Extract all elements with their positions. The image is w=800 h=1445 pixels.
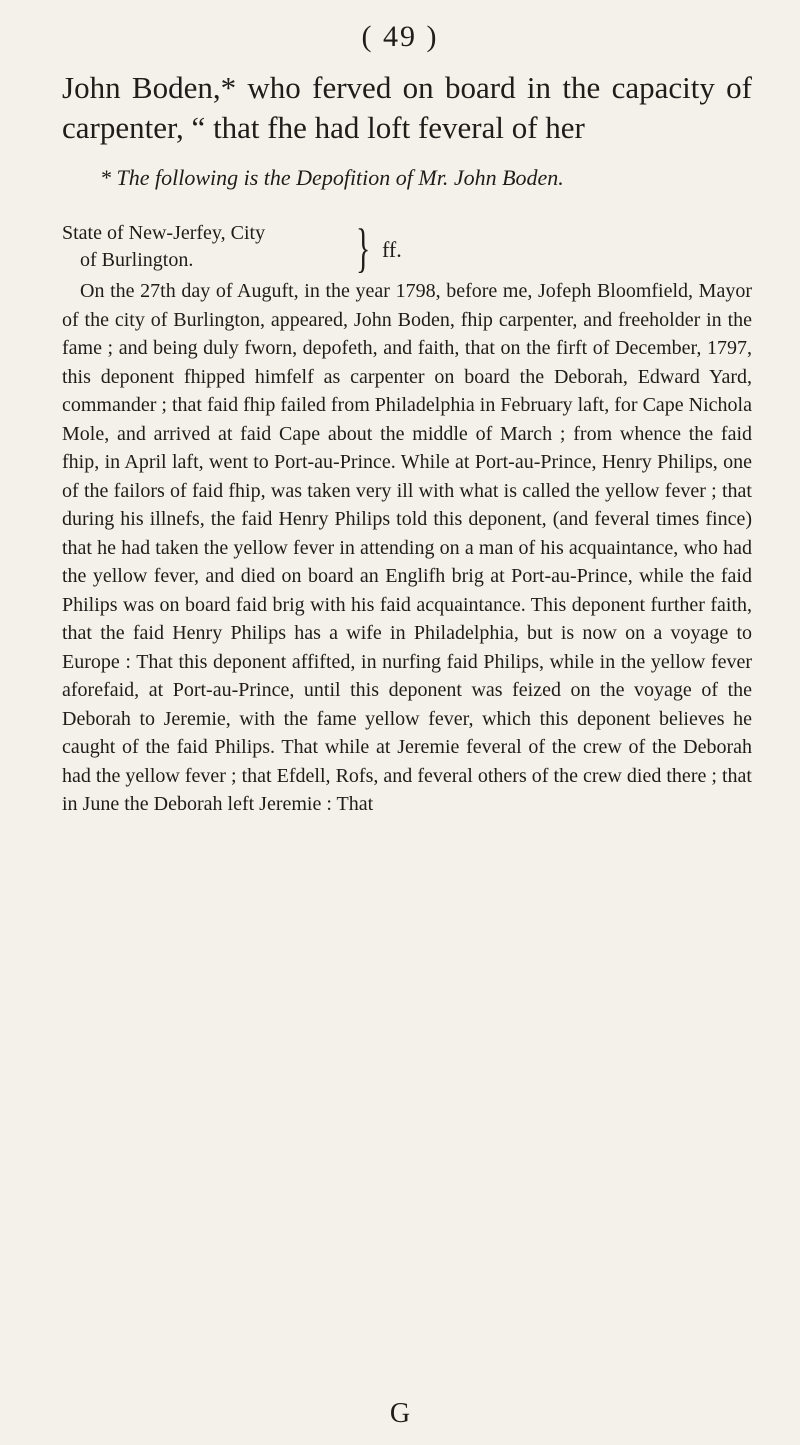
brace-label: ff. (382, 237, 402, 262)
signature-mark: G (389, 1398, 411, 1429)
venue-line-1: State of New-Jerfey, City (62, 222, 266, 244)
page-number: ( 49 ) (361, 20, 439, 53)
main-text: John Boden,* who ferved on board in the capacity of carpenter, “ that fhe had loft feveral of her (62, 70, 752, 145)
venue-caption (62, 220, 362, 274)
footnote-heading: * The following is the Depofition of Mr. John Boden. (100, 165, 564, 190)
brace-symbol: } (356, 218, 371, 278)
deposition-text: On the 27th day of Auguft, in the year 1798, before me, Jofeph Bloomfield, Mayor of the city of Burlington, appeared, John Boden, fhip carpenter, and freeholder in the fame ; and being duly fworn, depofeth, and faith, that on the firft of December, 1797, this deponent fhipped himfelf as carpenter on board the Deborah, Edward Yard, commander ; that faid fhip failed from Philadelphia in February laft, for Cape Nichola Mole, and arrived at faid Cape about the middle of March ; from whence the faid fhip, in April laft, went to Port-au-Prince. While at Port-au-Prince, Henry Philips, one of the failors of faid fhip, was taken very ill with what is called the yellow fever ; that during his illnefs, the faid Henry Philips told this deponent, (and feveral times fince) that he had taken the yellow fever in attending on a man of his acquaintance, who had the yellow fever, and died on board an Englifh brig at Port-au-Prince, while the faid Philips was on board faid brig with his faid acquaintance. This deponent further faith, that the faid Henry Philips has a wife in Philadelphia, but is now on a voyage to Europe : That this deponent affifted, in nurfing faid Philips, while in the yellow fever aforefaid, at Port-au-Prince, until this deponent was feized on the voyage of the Deborah to Jeremie, with the fame yellow fever, which this deponent believes he caught of the faid Philips. That while at Jeremie feveral of the crew of the Deborah had the yellow fever ; that Efdell, Rofs, and feveral others of the crew died there ; that in June the Deborah left Jeremie : That (62, 280, 752, 815)
venue-line-2: of Burlington. (80, 249, 194, 271)
